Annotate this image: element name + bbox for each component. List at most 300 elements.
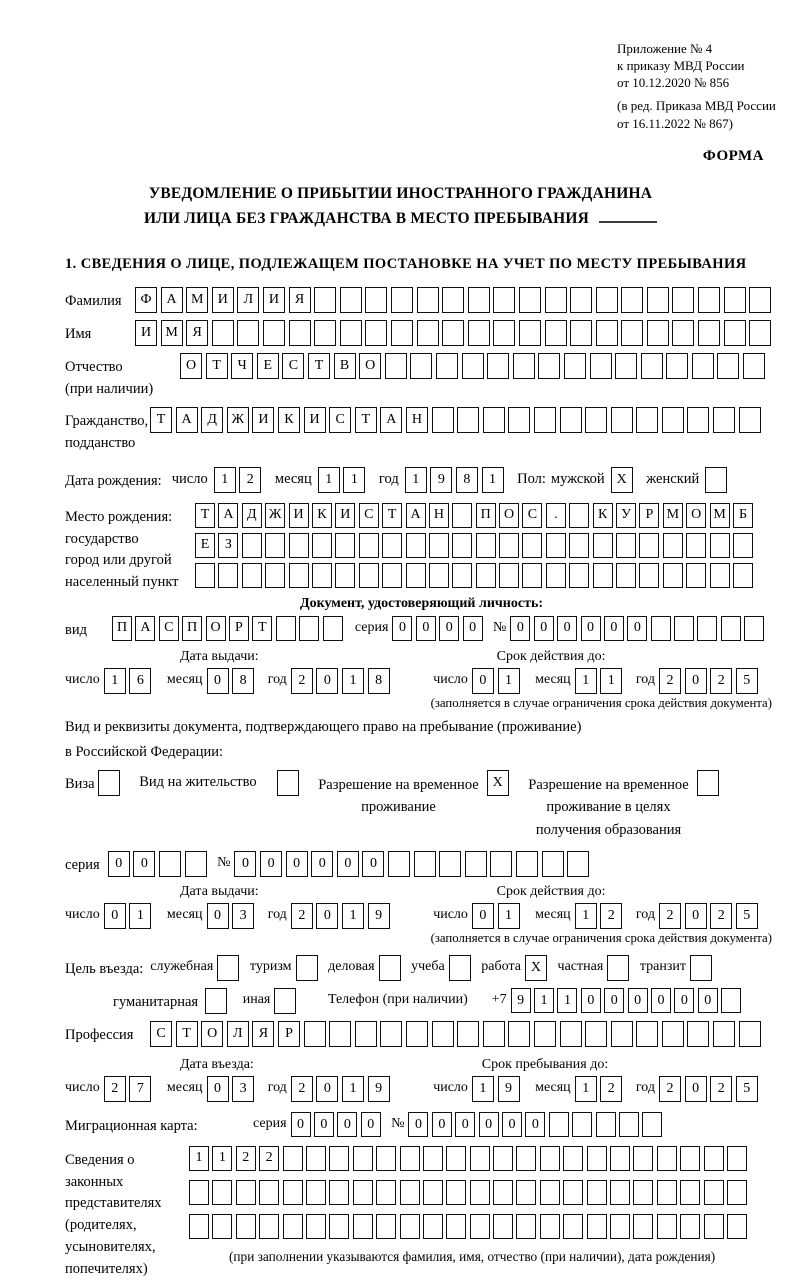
char-box[interactable] bbox=[704, 1146, 724, 1171]
char-box[interactable]: О bbox=[359, 353, 381, 379]
char-box[interactable]: 2 bbox=[236, 1146, 256, 1171]
char-box[interactable]: 8 bbox=[456, 467, 478, 493]
char-box[interactable] bbox=[647, 287, 669, 313]
char-box[interactable] bbox=[299, 616, 319, 641]
char-box[interactable]: 1 bbox=[343, 467, 365, 493]
char-box[interactable] bbox=[429, 533, 449, 558]
char-box[interactable] bbox=[569, 503, 589, 528]
char-box[interactable]: 0 bbox=[502, 1112, 522, 1137]
char-box[interactable]: 0 bbox=[685, 1076, 707, 1102]
char-box[interactable]: А bbox=[176, 407, 198, 433]
char-box[interactable] bbox=[499, 563, 519, 588]
char-box[interactable] bbox=[663, 563, 683, 588]
char-box[interactable]: Б bbox=[733, 503, 753, 528]
char-box[interactable]: Т bbox=[382, 503, 402, 528]
char-box[interactable] bbox=[265, 533, 285, 558]
char-box[interactable] bbox=[508, 407, 530, 433]
char-box[interactable] bbox=[429, 563, 449, 588]
char-box[interactable]: 8 bbox=[232, 668, 254, 694]
char-box[interactable] bbox=[680, 1214, 700, 1239]
char-box[interactable] bbox=[516, 1214, 536, 1239]
char-box[interactable] bbox=[306, 1146, 326, 1171]
char-box[interactable] bbox=[663, 533, 683, 558]
char-box[interactable]: Д bbox=[242, 503, 262, 528]
char-box[interactable] bbox=[516, 851, 538, 877]
char-box[interactable] bbox=[382, 563, 402, 588]
char-box[interactable] bbox=[432, 407, 454, 433]
char-box[interactable] bbox=[382, 533, 402, 558]
char-box[interactable]: С bbox=[329, 407, 351, 433]
char-box[interactable]: 1 bbox=[482, 467, 504, 493]
char-box[interactable]: 5 bbox=[736, 1076, 758, 1102]
char-box[interactable] bbox=[590, 353, 612, 379]
char-box[interactable]: 1 bbox=[534, 988, 554, 1013]
char-box[interactable] bbox=[662, 407, 684, 433]
char-box[interactable] bbox=[468, 320, 490, 346]
char-box[interactable] bbox=[570, 287, 592, 313]
char-box[interactable] bbox=[465, 851, 487, 877]
char-box[interactable] bbox=[359, 563, 379, 588]
char-box[interactable]: 0 bbox=[685, 903, 707, 929]
residence-permit-checkbox[interactable] bbox=[277, 770, 299, 796]
char-box[interactable] bbox=[283, 1180, 303, 1205]
char-box[interactable] bbox=[423, 1214, 443, 1239]
char-box[interactable]: 2 bbox=[600, 1076, 622, 1102]
char-box[interactable]: 1 bbox=[212, 1146, 232, 1171]
char-box[interactable]: А bbox=[218, 503, 238, 528]
char-box[interactable] bbox=[616, 533, 636, 558]
male-checkbox[interactable]: X bbox=[611, 467, 633, 493]
char-box[interactable]: 1 bbox=[575, 903, 597, 929]
char-box[interactable] bbox=[417, 287, 439, 313]
char-box[interactable] bbox=[462, 353, 484, 379]
char-box[interactable]: 0 bbox=[337, 1112, 357, 1137]
char-box[interactable] bbox=[616, 563, 636, 588]
char-box[interactable]: И bbox=[212, 287, 234, 313]
char-box[interactable] bbox=[534, 1021, 556, 1047]
char-box[interactable] bbox=[470, 1214, 490, 1239]
char-box[interactable] bbox=[662, 1021, 684, 1047]
char-box[interactable] bbox=[713, 1021, 735, 1047]
char-box[interactable]: Я bbox=[252, 1021, 274, 1047]
char-box[interactable]: Т bbox=[308, 353, 330, 379]
char-box[interactable] bbox=[633, 1214, 653, 1239]
char-box[interactable]: 0 bbox=[234, 851, 256, 877]
char-box[interactable] bbox=[329, 1180, 349, 1205]
char-box[interactable] bbox=[457, 407, 479, 433]
char-box[interactable] bbox=[570, 320, 592, 346]
temp-permit-checkbox[interactable]: X bbox=[487, 770, 509, 796]
char-box[interactable]: Т bbox=[206, 353, 228, 379]
char-box[interactable] bbox=[289, 533, 309, 558]
char-box[interactable] bbox=[499, 533, 519, 558]
char-box[interactable] bbox=[306, 1180, 326, 1205]
char-box[interactable]: С bbox=[282, 353, 304, 379]
char-box[interactable] bbox=[680, 1146, 700, 1171]
char-box[interactable] bbox=[713, 407, 735, 433]
char-box[interactable]: Л bbox=[227, 1021, 249, 1047]
char-box[interactable] bbox=[680, 1180, 700, 1205]
char-box[interactable]: 0 bbox=[311, 851, 333, 877]
char-box[interactable]: М bbox=[186, 287, 208, 313]
char-box[interactable] bbox=[423, 1180, 443, 1205]
char-box[interactable] bbox=[563, 1180, 583, 1205]
char-box[interactable]: 1 bbox=[557, 988, 577, 1013]
char-box[interactable] bbox=[519, 287, 541, 313]
char-box[interactable] bbox=[698, 287, 720, 313]
char-box[interactable] bbox=[522, 563, 542, 588]
char-box[interactable] bbox=[490, 851, 512, 877]
char-box[interactable] bbox=[212, 320, 234, 346]
char-box[interactable]: 1 bbox=[189, 1146, 209, 1171]
char-box[interactable]: А bbox=[135, 616, 155, 641]
purpose-business-checkbox[interactable] bbox=[379, 955, 401, 981]
char-box[interactable] bbox=[380, 1021, 402, 1047]
char-box[interactable]: О bbox=[686, 503, 706, 528]
char-box[interactable]: 6 bbox=[129, 668, 151, 694]
char-box[interactable] bbox=[633, 1146, 653, 1171]
char-box[interactable] bbox=[446, 1180, 466, 1205]
char-box[interactable]: С bbox=[159, 616, 179, 641]
char-box[interactable] bbox=[406, 563, 426, 588]
char-box[interactable] bbox=[340, 287, 362, 313]
char-box[interactable]: К bbox=[278, 407, 300, 433]
char-box[interactable] bbox=[697, 616, 717, 641]
char-box[interactable]: Е bbox=[195, 533, 215, 558]
char-box[interactable] bbox=[540, 1180, 560, 1205]
char-box[interactable]: 2 bbox=[259, 1146, 279, 1171]
char-box[interactable] bbox=[376, 1180, 396, 1205]
char-box[interactable] bbox=[432, 1021, 454, 1047]
char-box[interactable] bbox=[242, 563, 262, 588]
purpose-other-checkbox[interactable] bbox=[274, 988, 296, 1014]
char-box[interactable] bbox=[749, 320, 771, 346]
char-box[interactable]: Н bbox=[406, 407, 428, 433]
char-box[interactable] bbox=[619, 1112, 639, 1137]
purpose-work-checkbox[interactable]: X bbox=[525, 955, 547, 981]
char-box[interactable] bbox=[704, 1180, 724, 1205]
char-box[interactable]: 1 bbox=[104, 668, 126, 694]
char-box[interactable] bbox=[376, 1146, 396, 1171]
char-box[interactable]: 2 bbox=[104, 1076, 126, 1102]
char-box[interactable] bbox=[159, 851, 181, 877]
char-box[interactable] bbox=[195, 563, 215, 588]
char-box[interactable] bbox=[314, 287, 336, 313]
char-box[interactable]: И bbox=[335, 503, 355, 528]
char-box[interactable] bbox=[545, 320, 567, 346]
char-box[interactable] bbox=[353, 1146, 373, 1171]
char-box[interactable]: 2 bbox=[291, 668, 313, 694]
char-box[interactable] bbox=[476, 563, 496, 588]
char-box[interactable] bbox=[312, 563, 332, 588]
char-box[interactable]: 0 bbox=[316, 1076, 338, 1102]
char-box[interactable]: 1 bbox=[342, 1076, 364, 1102]
char-box[interactable]: 1 bbox=[498, 903, 520, 929]
char-box[interactable]: 2 bbox=[659, 1076, 681, 1102]
char-box[interactable]: И bbox=[304, 407, 326, 433]
visa-checkbox[interactable] bbox=[98, 770, 120, 796]
char-box[interactable]: М bbox=[161, 320, 183, 346]
char-box[interactable]: И bbox=[252, 407, 274, 433]
char-box[interactable] bbox=[276, 616, 296, 641]
char-box[interactable]: 2 bbox=[600, 903, 622, 929]
char-box[interactable] bbox=[639, 533, 659, 558]
char-box[interactable]: Д bbox=[201, 407, 223, 433]
char-box[interactable] bbox=[534, 407, 556, 433]
char-box[interactable] bbox=[546, 563, 566, 588]
char-box[interactable] bbox=[545, 287, 567, 313]
char-box[interactable] bbox=[704, 1214, 724, 1239]
char-box[interactable] bbox=[710, 563, 730, 588]
char-box[interactable]: И bbox=[289, 503, 309, 528]
char-box[interactable] bbox=[487, 353, 509, 379]
purpose-study-checkbox[interactable] bbox=[449, 955, 471, 981]
char-box[interactable]: 9 bbox=[498, 1076, 520, 1102]
char-box[interactable]: 0 bbox=[581, 988, 601, 1013]
char-box[interactable] bbox=[639, 563, 659, 588]
char-box[interactable]: П bbox=[112, 616, 132, 641]
char-box[interactable] bbox=[585, 407, 607, 433]
char-box[interactable]: 2 bbox=[659, 903, 681, 929]
char-box[interactable]: 0 bbox=[314, 1112, 334, 1137]
char-box[interactable] bbox=[710, 533, 730, 558]
char-box[interactable] bbox=[452, 503, 472, 528]
char-box[interactable]: Е bbox=[257, 353, 279, 379]
char-box[interactable] bbox=[636, 407, 658, 433]
char-box[interactable] bbox=[560, 1021, 582, 1047]
char-box[interactable] bbox=[410, 353, 432, 379]
char-box[interactable]: 2 bbox=[710, 1076, 732, 1102]
char-box[interactable]: У bbox=[616, 503, 636, 528]
char-box[interactable] bbox=[542, 851, 564, 877]
char-box[interactable] bbox=[259, 1214, 279, 1239]
char-box[interactable] bbox=[610, 1146, 630, 1171]
char-box[interactable]: 0 bbox=[439, 616, 459, 641]
char-box[interactable]: 0 bbox=[316, 903, 338, 929]
char-box[interactable] bbox=[468, 287, 490, 313]
char-box[interactable]: 0 bbox=[472, 668, 494, 694]
char-box[interactable] bbox=[727, 1180, 747, 1205]
char-box[interactable] bbox=[651, 616, 671, 641]
char-box[interactable] bbox=[733, 563, 753, 588]
char-box[interactable]: 0 bbox=[207, 903, 229, 929]
char-box[interactable]: Т bbox=[355, 407, 377, 433]
char-box[interactable] bbox=[727, 1214, 747, 1239]
char-box[interactable]: 2 bbox=[239, 467, 261, 493]
char-box[interactable] bbox=[400, 1146, 420, 1171]
char-box[interactable] bbox=[493, 1146, 513, 1171]
char-box[interactable]: С bbox=[522, 503, 542, 528]
char-box[interactable] bbox=[563, 1214, 583, 1239]
char-box[interactable] bbox=[633, 1180, 653, 1205]
char-box[interactable] bbox=[610, 1180, 630, 1205]
char-box[interactable] bbox=[641, 353, 663, 379]
char-box[interactable]: Я bbox=[289, 287, 311, 313]
char-box[interactable]: 0 bbox=[337, 851, 359, 877]
char-box[interactable]: 1 bbox=[575, 1076, 597, 1102]
char-box[interactable]: 0 bbox=[133, 851, 155, 877]
char-box[interactable] bbox=[446, 1214, 466, 1239]
char-box[interactable] bbox=[593, 563, 613, 588]
char-box[interactable] bbox=[189, 1180, 209, 1205]
char-box[interactable]: Л bbox=[237, 287, 259, 313]
char-box[interactable] bbox=[516, 1180, 536, 1205]
char-box[interactable] bbox=[686, 563, 706, 588]
char-box[interactable]: 0 bbox=[604, 616, 624, 641]
purpose-transit-checkbox[interactable] bbox=[690, 955, 712, 981]
char-box[interactable] bbox=[549, 1112, 569, 1137]
char-box[interactable] bbox=[329, 1146, 349, 1171]
char-box[interactable]: Р bbox=[278, 1021, 300, 1047]
char-box[interactable]: 1 bbox=[129, 903, 151, 929]
char-box[interactable]: 1 bbox=[342, 903, 364, 929]
char-box[interactable]: 5 bbox=[736, 668, 758, 694]
char-box[interactable] bbox=[567, 851, 589, 877]
char-box[interactable]: Ч bbox=[231, 353, 253, 379]
char-box[interactable] bbox=[470, 1146, 490, 1171]
char-box[interactable] bbox=[513, 353, 535, 379]
char-box[interactable] bbox=[636, 1021, 658, 1047]
char-box[interactable]: 0 bbox=[581, 616, 601, 641]
char-box[interactable] bbox=[596, 287, 618, 313]
char-box[interactable]: 2 bbox=[659, 668, 681, 694]
char-box[interactable] bbox=[569, 563, 589, 588]
char-box[interactable]: Н bbox=[429, 503, 449, 528]
char-box[interactable]: 1 bbox=[498, 668, 520, 694]
char-box[interactable]: 9 bbox=[368, 903, 390, 929]
char-box[interactable]: А bbox=[161, 287, 183, 313]
char-box[interactable]: О bbox=[206, 616, 226, 641]
char-box[interactable] bbox=[329, 1021, 351, 1047]
char-box[interactable]: . bbox=[546, 503, 566, 528]
char-box[interactable] bbox=[739, 1021, 761, 1047]
char-box[interactable]: Я bbox=[186, 320, 208, 346]
char-box[interactable] bbox=[585, 1021, 607, 1047]
char-box[interactable] bbox=[376, 1214, 396, 1239]
char-box[interactable] bbox=[621, 287, 643, 313]
char-box[interactable] bbox=[259, 1180, 279, 1205]
char-box[interactable] bbox=[236, 1214, 256, 1239]
char-box[interactable] bbox=[446, 1146, 466, 1171]
char-box[interactable] bbox=[687, 1021, 709, 1047]
char-box[interactable] bbox=[674, 616, 694, 641]
char-box[interactable] bbox=[406, 1021, 428, 1047]
char-box[interactable] bbox=[508, 1021, 530, 1047]
char-box[interactable] bbox=[611, 407, 633, 433]
char-box[interactable] bbox=[593, 533, 613, 558]
char-box[interactable] bbox=[442, 287, 464, 313]
char-box[interactable]: 9 bbox=[430, 467, 452, 493]
char-box[interactable] bbox=[283, 1146, 303, 1171]
char-box[interactable] bbox=[212, 1180, 232, 1205]
char-box[interactable]: 7 bbox=[129, 1076, 151, 1102]
char-box[interactable] bbox=[563, 1146, 583, 1171]
char-box[interactable]: 0 bbox=[472, 903, 494, 929]
char-box[interactable] bbox=[423, 1146, 443, 1171]
char-box[interactable]: 0 bbox=[361, 1112, 381, 1137]
char-box[interactable]: 2 bbox=[291, 1076, 313, 1102]
char-box[interactable]: И bbox=[263, 287, 285, 313]
char-box[interactable]: 0 bbox=[432, 1112, 452, 1137]
char-box[interactable] bbox=[388, 851, 410, 877]
char-box[interactable] bbox=[587, 1214, 607, 1239]
char-box[interactable] bbox=[493, 287, 515, 313]
char-box[interactable] bbox=[721, 988, 741, 1013]
char-box[interactable] bbox=[185, 851, 207, 877]
char-box[interactable] bbox=[698, 320, 720, 346]
char-box[interactable] bbox=[657, 1214, 677, 1239]
char-box[interactable] bbox=[452, 563, 472, 588]
char-box[interactable] bbox=[436, 353, 458, 379]
char-box[interactable]: 2 bbox=[291, 903, 313, 929]
char-box[interactable] bbox=[587, 1180, 607, 1205]
char-box[interactable] bbox=[717, 353, 739, 379]
char-box[interactable] bbox=[724, 287, 746, 313]
edu-permit-checkbox[interactable] bbox=[697, 770, 719, 796]
char-box[interactable] bbox=[493, 1180, 513, 1205]
char-box[interactable] bbox=[265, 563, 285, 588]
char-box[interactable]: А bbox=[406, 503, 426, 528]
char-box[interactable] bbox=[442, 320, 464, 346]
char-box[interactable] bbox=[289, 563, 309, 588]
char-box[interactable] bbox=[470, 1180, 490, 1205]
char-box[interactable]: О bbox=[201, 1021, 223, 1047]
char-box[interactable]: З bbox=[218, 533, 238, 558]
char-box[interactable] bbox=[283, 1214, 303, 1239]
char-box[interactable] bbox=[353, 1214, 373, 1239]
female-checkbox[interactable] bbox=[705, 467, 727, 493]
char-box[interactable]: Т bbox=[195, 503, 215, 528]
char-box[interactable] bbox=[483, 407, 505, 433]
char-box[interactable] bbox=[400, 1214, 420, 1239]
char-box[interactable]: 0 bbox=[408, 1112, 428, 1137]
char-box[interactable]: 1 bbox=[405, 467, 427, 493]
char-box[interactable]: К bbox=[312, 503, 332, 528]
char-box[interactable] bbox=[452, 533, 472, 558]
char-box[interactable]: 1 bbox=[214, 467, 236, 493]
char-box[interactable]: 8 bbox=[368, 668, 390, 694]
purpose-private-checkbox[interactable] bbox=[607, 955, 629, 981]
char-box[interactable] bbox=[560, 407, 582, 433]
char-box[interactable] bbox=[365, 287, 387, 313]
char-box[interactable] bbox=[355, 1021, 377, 1047]
char-box[interactable]: П bbox=[182, 616, 202, 641]
char-box[interactable] bbox=[610, 1214, 630, 1239]
char-box[interactable]: К bbox=[593, 503, 613, 528]
char-box[interactable] bbox=[359, 533, 379, 558]
char-box[interactable]: С bbox=[359, 503, 379, 528]
char-box[interactable] bbox=[312, 533, 332, 558]
char-box[interactable]: 0 bbox=[392, 616, 412, 641]
char-box[interactable] bbox=[314, 320, 336, 346]
char-box[interactable] bbox=[657, 1180, 677, 1205]
char-box[interactable]: 0 bbox=[534, 616, 554, 641]
char-box[interactable]: 9 bbox=[511, 988, 531, 1013]
char-box[interactable]: 0 bbox=[698, 988, 718, 1013]
char-box[interactable] bbox=[493, 320, 515, 346]
char-box[interactable]: О bbox=[499, 503, 519, 528]
char-box[interactable] bbox=[687, 407, 709, 433]
char-box[interactable] bbox=[236, 1180, 256, 1205]
char-box[interactable] bbox=[212, 1214, 232, 1239]
char-box[interactable] bbox=[587, 1146, 607, 1171]
char-box[interactable] bbox=[672, 287, 694, 313]
char-box[interactable] bbox=[457, 1021, 479, 1047]
char-box[interactable] bbox=[391, 320, 413, 346]
char-box[interactable] bbox=[340, 320, 362, 346]
char-box[interactable]: 0 bbox=[260, 851, 282, 877]
char-box[interactable]: Р bbox=[229, 616, 249, 641]
